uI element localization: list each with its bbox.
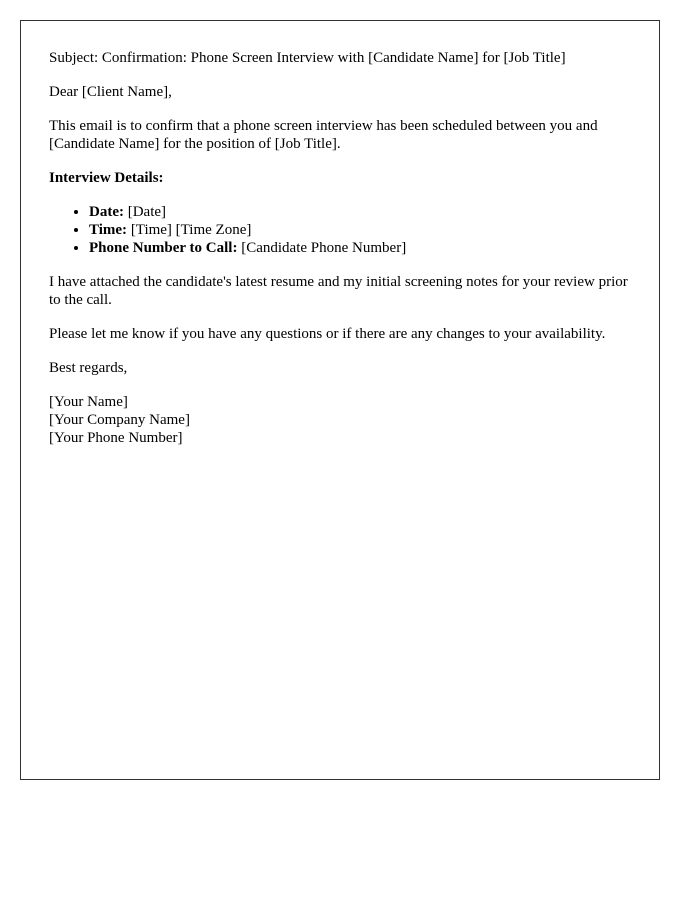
detail-date-value: [Date] <box>127 204 167 220</box>
detail-date <box>89 203 631 221</box>
email-letter <box>20 20 660 780</box>
interview-details-heading: Interview Details: <box>49 170 164 186</box>
email-subject: Subject: Confirmation: Phone Screen Interview with [Candidate Name] for [Job Title] <box>49 50 566 66</box>
detail-time-value: [Time] [Time Zone] <box>130 222 252 238</box>
signature-name: [Your Name] <box>49 394 128 410</box>
questions-note: Please let me know if you have any questions or if there are any changes to your availability. <box>49 326 606 342</box>
email-greeting: Dear [Client Name], <box>49 84 172 100</box>
closing-line: Best regards, <box>49 360 128 376</box>
attachment-note: I have attached the candidate's latest resume and my initial screening notes for your review prior to the call. <box>49 274 628 308</box>
email-intro: This email is to confirm that a phone screen interview has been scheduled between you and [Candidate Name] for the position of [Job Title]. <box>49 118 598 152</box>
interview-details-list <box>49 203 631 257</box>
detail-date-label: Date: <box>89 204 124 220</box>
signature-company: [Your Company Name] <box>49 412 190 428</box>
signature-block <box>49 393 631 447</box>
detail-phone <box>89 239 631 257</box>
detail-phone-label: Phone Number to Call: <box>89 240 238 256</box>
signature-phone: [Your Phone Number] <box>49 430 183 446</box>
detail-time-label: Time: <box>89 222 128 238</box>
detail-phone-value: [Candidate Phone Number] <box>241 240 407 256</box>
detail-time <box>89 221 631 239</box>
